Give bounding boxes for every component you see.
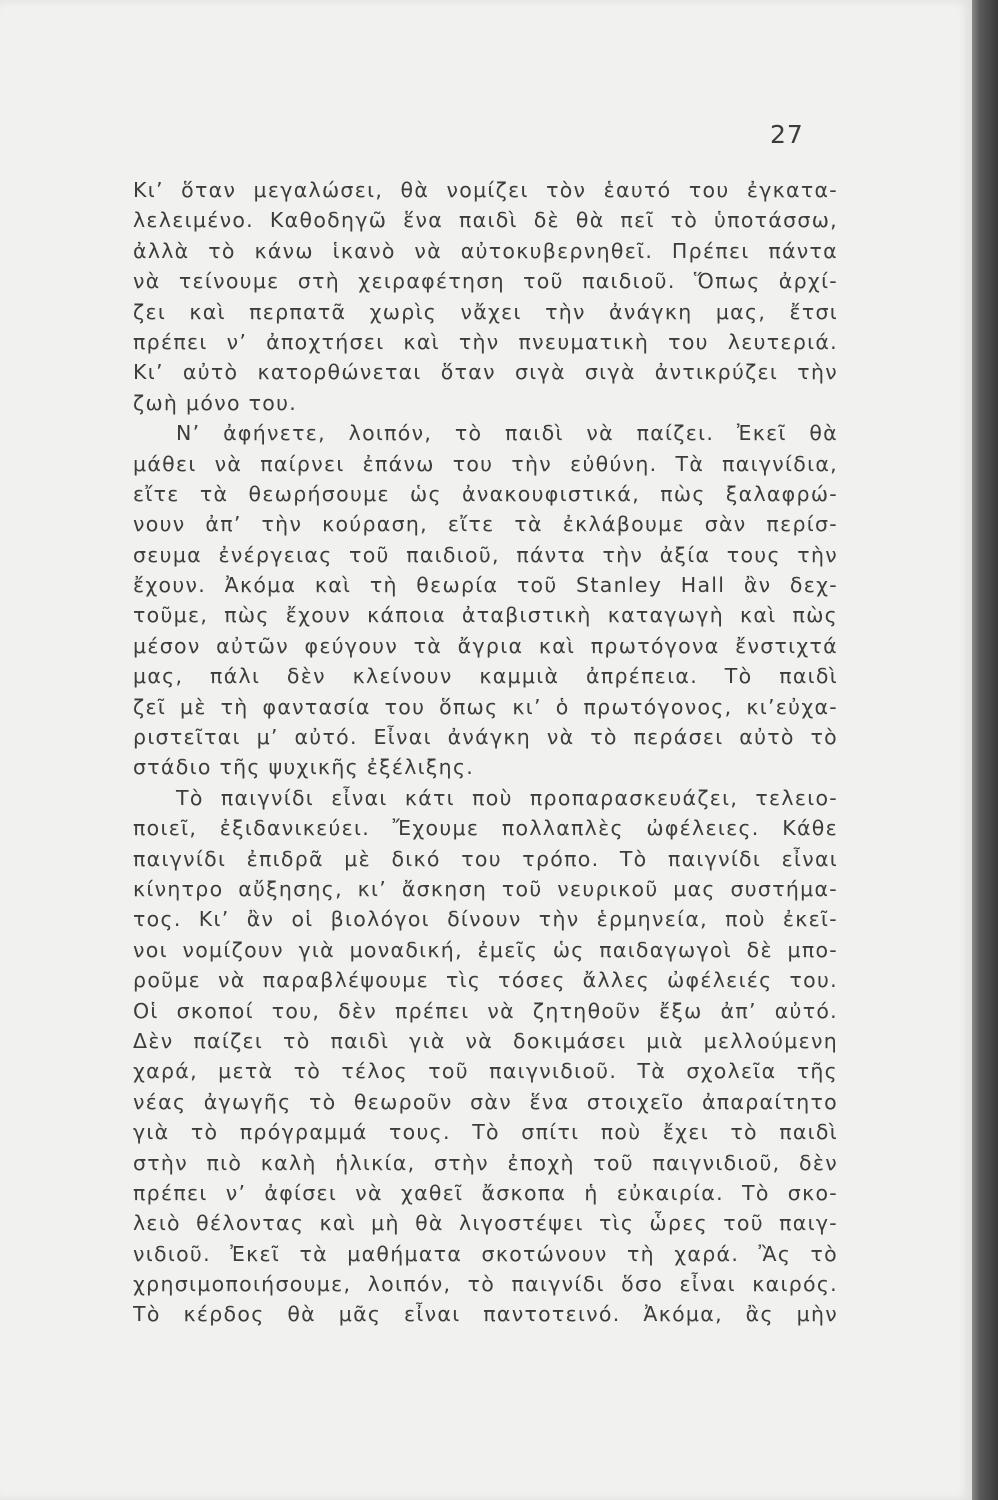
text-line: νιδιοῦ. Ἐκεῖ τὰ μαθήματα σκοτώνουν τὴ χαρά. Ἂς τὸ: [133, 1241, 838, 1266]
text-line: παιγνίδι ἐπιδρᾶ μὲ δικό του τρόπο. Τὸ παιγνίδι εἶναι: [133, 846, 838, 871]
text-line: νουν ἀπ’ τὴν κούραση, εἴτε τὰ ἐκλάβουμε σὰν περίσ-: [133, 512, 838, 537]
text-line: Ν’ ἀφήνετε, λοιπόν, τὸ παιδὶ νὰ παίζει. Ἐκεῖ θὰ: [176, 421, 838, 446]
text-line: λελειμένο. Καθοδηγῶ ἕνα παιδὶ δὲ θὰ πεῖ τὸ ὑποτάσσω,: [133, 208, 838, 233]
text-line: ριστεῖται μ’ αὐτό. Εἶναι ἀνάγκη νὰ τὸ περάσει αὐτὸ τὸ: [133, 725, 838, 750]
text-line: ζει καὶ περπατᾶ χωρὶς νἄχει τὴν ἀνάγκη μας, ἔτσι: [133, 299, 838, 324]
text-line: μάθει νὰ παίρνει ἐπάνω του τὴν εὐθύνη. Τὰ παιγνίδια,: [133, 451, 838, 476]
text-line: στὴν πιὸ καλὴ ἡλικία, στὴν ἐποχὴ τοῦ παιγνιδιοῦ, δὲν: [133, 1150, 838, 1175]
text-line: τοῦμε, πὼς ἔχουν κάποια ἀταβιστικὴ καταγωγὴ καὶ πὼς: [133, 603, 838, 628]
text-line: γιὰ τὸ πρόγραμμά τους. Τὸ σπίτι ποὺ ἔχει τὸ παιδὶ: [133, 1120, 838, 1145]
text-line: Οἱ σκοποί του, δὲν πρέπει νὰ ζητηθοῦν ἔξω ἀπ’ αὐτό.: [133, 998, 838, 1023]
text-line: πρέπει ν’ ἀποχτήσει καὶ τὴν πνευματικὴ του λευτεριά.: [133, 329, 838, 354]
text-line: στάδιο τῆς ψυχικῆς ἐξέλιξης.: [133, 755, 475, 780]
text-line: πρέπει ν’ ἀφίσει νὰ χαθεῖ ἄσκοπα ἡ εὐκαιρία. Τὸ σκο-: [133, 1180, 838, 1205]
text-line: μέσον αὐτῶν φεύγουν τὰ ἄγρια καὶ πρωτόγονα ἔνστιχτά: [133, 633, 838, 658]
text-line: νέας ἀγωγῆς τὸ θεωροῦν σὰν ἕνα στοιχεῖο ἀπαραίτητο: [133, 1089, 838, 1114]
text-line: Δὲν παίζει τὸ παιδὶ γιὰ νὰ δοκιμάσει μιὰ μελλούμενη: [133, 1028, 838, 1053]
page-number: 27: [770, 120, 804, 149]
paragraph-1: [133, 175, 838, 418]
text-line: εἴτε τὰ θεωρήσουμε ὡς ἀνακουφιστικά, πὼς ξαλαφρώ-: [133, 481, 838, 506]
text-line: ροῦμε νὰ παραβλέψουμε τὶς τόσες ἄλλες ὠφέλειές του.: [133, 968, 838, 993]
text-line: Τὸ κέρδος θὰ μᾶς εἶναι παντοτεινό. Ἀκόμα, ἂς μὴν: [133, 1302, 838, 1327]
text-line: ζεῖ μὲ τὴ φαντασία του ὅπως κι’ ὁ πρωτόγονος, κι’εὐχα-: [133, 694, 838, 719]
text-line: σευμα ἐνέργειας τοῦ παιδιοῦ, πάντα τὴν ἀξία τους τὴν: [133, 542, 838, 567]
text-line: Τὸ παιγνίδι εἶναι κάτι ποὺ προπαρασκευάζει, τελειο-: [176, 785, 838, 810]
text-line: ποιεῖ, ἐξιδανικεύει. Ἔχουμε πολλαπλὲς ὠφέλειες. Κάθε: [133, 816, 838, 841]
paragraph-3: [133, 783, 838, 1330]
text-line: τος. Κι’ ἂν οἱ βιολόγοι δίνουν τὴν ἑρμηνεία, ποὺ ἐκεῖ-: [133, 907, 838, 932]
text-line: μας, πάλι δὲν κλείνουν καμμιὰ ἀπρέπεια. Τὸ παιδὶ: [133, 664, 838, 689]
paragraph-2: [133, 418, 838, 783]
text-line: Κι’ ὅταν μεγαλώσει, θὰ νομίζει τὸν ἑαυτό του ἐγκατα-: [133, 178, 838, 202]
page-edge-shadow: [972, 0, 998, 1500]
text-line: Κι’ αὐτὸ κατορθώνεται ὅταν σιγὰ σιγὰ ἀντικρύζει τὴν: [133, 360, 838, 385]
text-line: νοι νομίζουν γιὰ μοναδική, ἐμεῖς ὡς παιδαγωγοὶ δὲ μπο-: [133, 937, 838, 962]
text-line: χαρά, μετὰ τὸ τέλος τοῦ παιγνιδιοῦ. Τὰ σχολεῖα τῆς: [133, 1059, 838, 1084]
text-line: λειὸ θέλοντας καὶ μὴ θὰ λιγοστέψει τὶς ὧρες τοῦ παιγ-: [133, 1211, 838, 1236]
text-line: χρησιμοποιήσουμε, λοιπόν, τὸ παιγνίδι ὅσο εἶναι καιρός.: [133, 1272, 838, 1297]
text-line: ἔχουν. Ἀκόμα καὶ τὴ θεωρία τοῦ Stanley Hall ἂν δεχ-: [133, 573, 838, 598]
body-text: [133, 175, 838, 1330]
text-line: κίνητρο αὔξησης, κι’ ἄσκηση τοῦ νευρικοῦ μας συστήμα-: [133, 876, 838, 901]
text-line: ζωὴ μόνο του.: [133, 390, 298, 415]
text-line: νὰ τείνουμε στὴ χειραφέτηση τοῦ παιδιοῦ. Ὅπως ἀρχί-: [133, 269, 838, 294]
text-line: ἀλλὰ τὸ κάνω ἱκανὸ νὰ αὐτοκυβερνηθεῖ. Πρέπει πάντα: [133, 238, 838, 263]
